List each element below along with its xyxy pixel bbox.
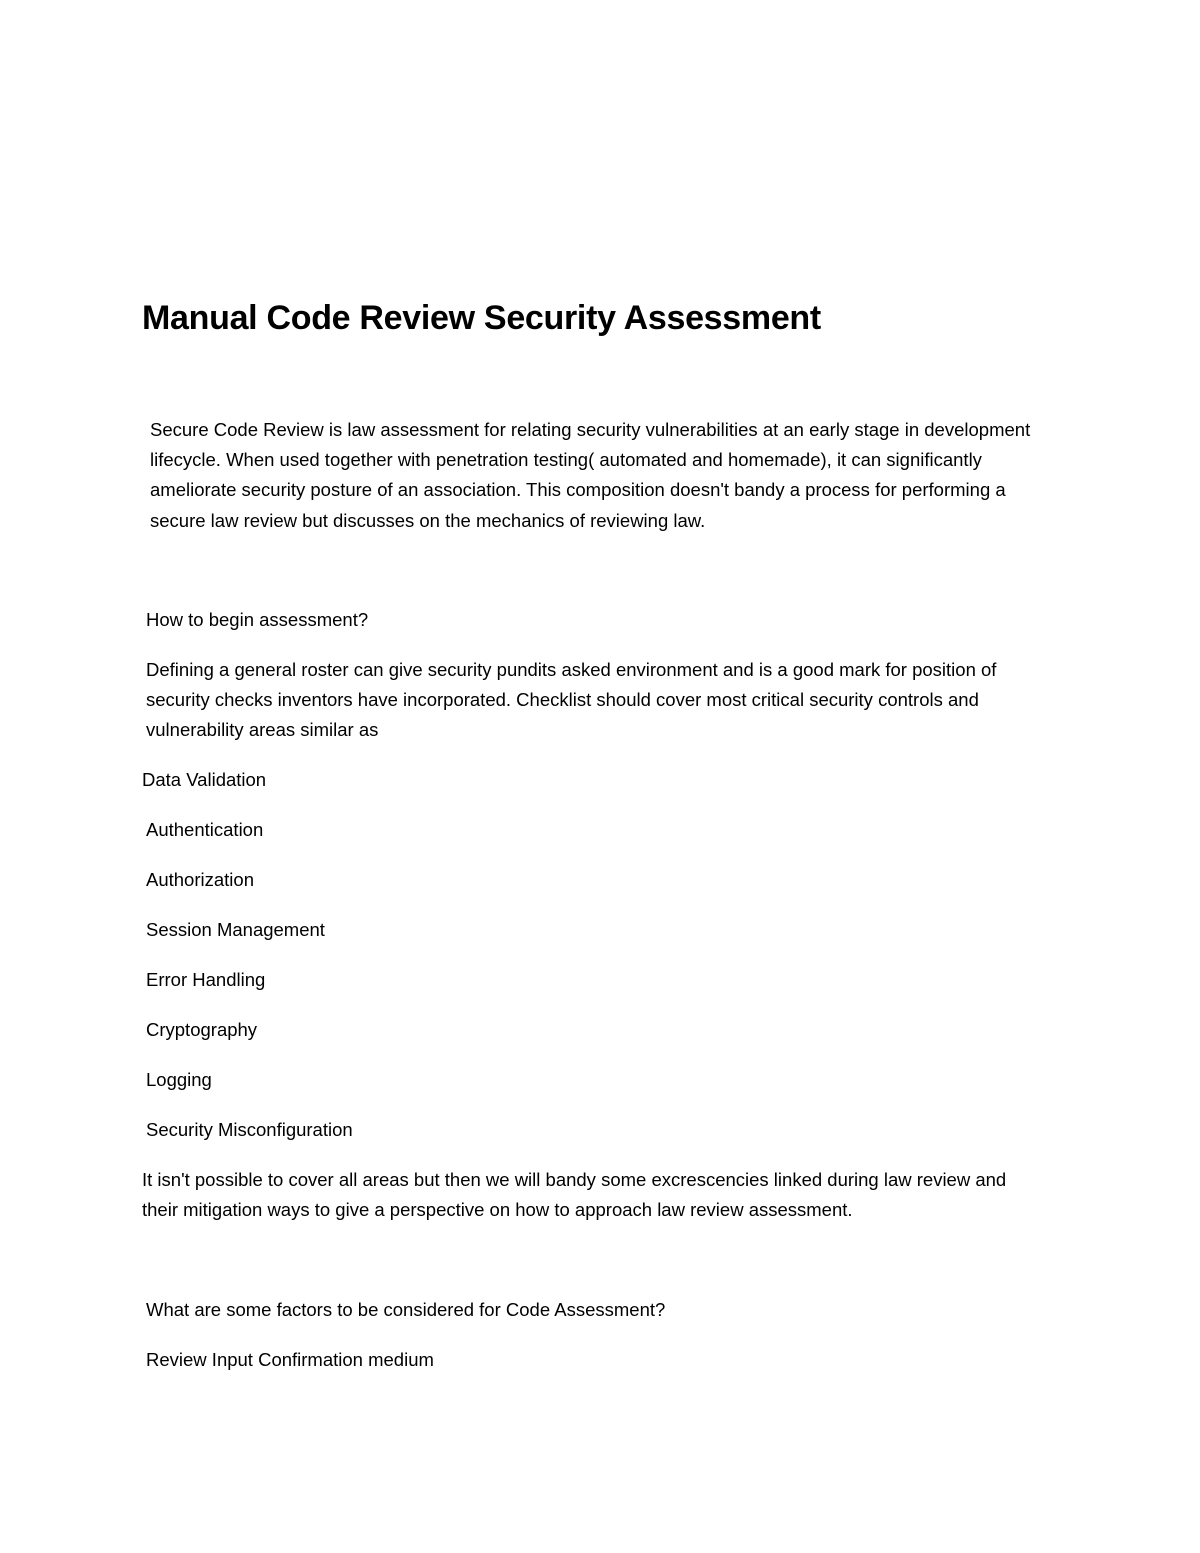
- checklist-item: Logging: [146, 1069, 212, 1090]
- document-title: Manual Code Review Security Assessment: [142, 299, 821, 337]
- closing-paragraph: It isn't possible to cover all areas but then we will bandy some excrescencies linked during law review and their mitigation ways to give a perspective on how to approach law review assessment.: [142, 1169, 1007, 1221]
- intro-paragraph: Secure Code Review is law assessment for relating security vulnerabilities at an early stage in development lifecycle. When used together with penetration testing( automated and homemade), it can significantly ameliorate security posture of an association. This composition doesn't bandy a process for performing a secure law review but discusses on the mechanics of reviewing law.: [150, 419, 1031, 531]
- checklist-item: Session Management: [146, 919, 325, 940]
- checklist-item: Data Validation: [142, 769, 267, 790]
- checklist-intro-paragraph: Defining a general roster can give security pundits asked environment and is a good mark for position of security checks inventors have incorporated. Checklist should cover most critical security controls and vulnerability areas similar as: [146, 659, 997, 741]
- checklist-item: Authorization: [146, 869, 254, 890]
- checklist-item: Cryptography: [146, 1019, 258, 1040]
- checklist-item: Error Handling: [146, 969, 266, 990]
- section-heading-begin-assessment: How to begin assessment?: [146, 609, 369, 630]
- section-heading-code-assessment-factors: What are some factors to be considered for Code Assessment?: [146, 1299, 666, 1320]
- factor-item: Review Input Confirmation medium: [146, 1349, 434, 1370]
- checklist-item: Security Misconfiguration: [146, 1119, 353, 1140]
- checklist-item: Authentication: [146, 819, 264, 840]
